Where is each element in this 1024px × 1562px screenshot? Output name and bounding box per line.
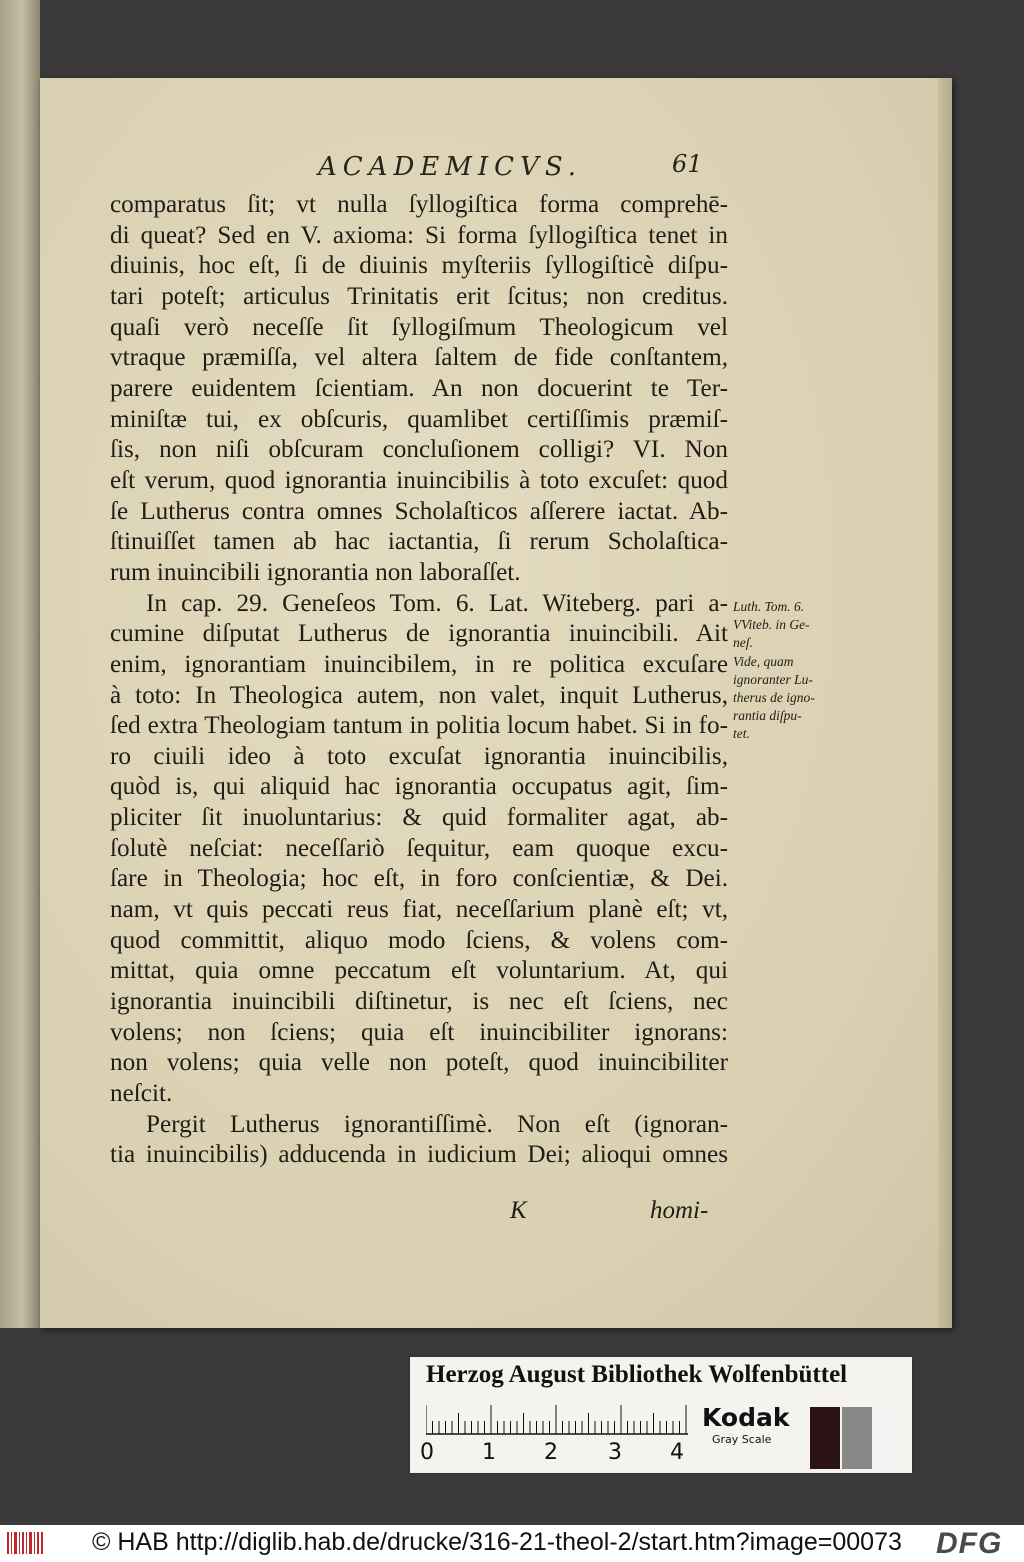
text-line: ſed extra Theologiam tantum in politia locum habet. Si in fo- bbox=[110, 712, 728, 740]
library-label bbox=[410, 1357, 912, 1473]
text-line: cumine diſputat Lutherus de ignorantia inuincibili. Ait bbox=[110, 620, 728, 648]
text-line: non volens; quia velle non poteſt, quod inuincibiliter bbox=[110, 1049, 728, 1077]
text-line: comparatus ſit; vt nulla ſyllogiſtica forma comprehē- bbox=[110, 191, 728, 218]
gray-swatch-dark bbox=[810, 1407, 840, 1469]
text-line: miniſtæ tui, ex obſcuris, quamlibet certiſſimis præmiſ- bbox=[110, 405, 728, 433]
text-line: quaſi verò neceſſe ſit ſyllogiſmum Theologicum vel bbox=[110, 313, 728, 341]
text-line: Pergit Lutherus ignorantiſſimè. Non eſt (ignoran- bbox=[146, 1110, 728, 1138]
ruler-scale bbox=[426, 1405, 688, 1435]
text-line: enim, ignorantiam inuincibilem, in re politica excuſare bbox=[110, 650, 728, 678]
page-number: 61 bbox=[672, 150, 703, 178]
text-line: tari poteſt; articulus Trinitatis erit ſcitus; non creditus. bbox=[110, 282, 728, 310]
ruler-number: 2 bbox=[544, 1440, 558, 1465]
text-line: neſcit. bbox=[110, 1080, 173, 1108]
margin-note-line: Luth. Tom. 6. bbox=[733, 599, 805, 614]
text-line: quòd is, qui aliquid hac ignorantia occupatus agit, ſim- bbox=[110, 773, 728, 801]
margin-note-line: Vide, quam bbox=[733, 653, 794, 669]
text-line: ſe Lutherus contra omnes Scholaſticos aſſerere iactat. Ab- bbox=[110, 497, 728, 525]
viewer-footer bbox=[0, 1525, 1024, 1562]
text-line: eſt verum, quod ignorantia inuincibilis à toto excuſet: quod bbox=[110, 466, 728, 494]
signature-mark: K bbox=[510, 1197, 527, 1224]
text-line: nam, vt quis peccati reus fiat, neceſſarium planè eſt; vt, bbox=[110, 896, 728, 924]
margin-note-line: rantia diſpu- bbox=[733, 708, 802, 724]
text-line: In cap. 29. Geneſeos Tom. 6. Lat. Witeberg. pari a- bbox=[146, 589, 728, 617]
text-line: pliciter ſit inuoluntarius: & quid formaliter agat, ab- bbox=[110, 804, 728, 832]
text-line: ſis, non niſi obſcuram concluſionem colligi? VI. Non bbox=[110, 436, 728, 464]
gray-swatch-light bbox=[874, 1407, 904, 1469]
copyright-url[interactable]: © HAB http://diglib.hab.de/drucke/316-21-theol-2/start.htm?image=00073 bbox=[92, 1528, 902, 1556]
dfg-logo: DFG bbox=[936, 1527, 1003, 1560]
margin-note-line: ignoranter Lu- bbox=[733, 671, 813, 687]
text-line: mittat, quia omne peccatum eſt voluntarium. At, qui bbox=[110, 957, 728, 985]
text-line: parere euidentem ſcientiam. An non docuerint te Ter- bbox=[110, 374, 728, 402]
margin-note-line: tet. bbox=[733, 726, 750, 742]
catchword: homi- bbox=[650, 1197, 709, 1224]
ruler-numbers bbox=[420, 1440, 700, 1468]
ruler-number: 3 bbox=[608, 1440, 622, 1465]
text-line: ignorantia inuincibili diſtinetur, is nec eſt ſciens, nec bbox=[110, 988, 728, 1016]
margin-note-line: therus de igno- bbox=[733, 690, 815, 706]
ruler-number: 4 bbox=[670, 1440, 684, 1465]
text-line: ſare in Theologia; hoc eſt, in foro conſcientiæ, & Dei. bbox=[110, 865, 728, 893]
library-name: Herzog August Bibliothek Wolfenbüttel bbox=[426, 1361, 848, 1388]
adjacent-page-edge bbox=[0, 0, 40, 1328]
running-head: ACADEMICVS. bbox=[318, 152, 582, 182]
ruler-number: 1 bbox=[482, 1440, 496, 1465]
ruler-number: 0 bbox=[420, 1440, 434, 1465]
page-fore-edge bbox=[938, 78, 952, 1328]
text-line: tia inuincibilis) adducenda in iudicium Dei; alioqui omnes bbox=[110, 1141, 728, 1169]
text-line: ro ciuili ideo à toto excuſat ignorantia inuincibilis, bbox=[110, 742, 728, 770]
marginal-note bbox=[733, 598, 851, 744]
text-line: volens; non ſciens; quia eſt inuincibiliter ignorans: bbox=[110, 1018, 728, 1046]
text-line: quod committit, aliquo modo ſciens, & volens com- bbox=[110, 926, 728, 954]
kodak-brand: Kodak bbox=[702, 1403, 790, 1432]
barcode-icon bbox=[6, 1529, 44, 1557]
text-line: di queat? Sed en V. axioma: Si forma ſyllogiſtica tenet in bbox=[110, 221, 728, 249]
gray-scale-caption: Gray Scale bbox=[712, 1433, 772, 1446]
margin-note-line: VViteb. in Ge- bbox=[733, 617, 810, 633]
body-text bbox=[110, 190, 728, 1171]
margin-note-line: neſ. bbox=[733, 635, 753, 651]
gray-swatch-mid bbox=[842, 1407, 872, 1469]
text-line: vtraque præmiſſa, vel altera ſaltem de fide conſtantem, bbox=[110, 344, 728, 372]
text-line: ſtinuiſſet tamen ab hac iactantia, ſi rerum Scholaſtica- bbox=[110, 528, 728, 556]
text-line: ſolutè neſciat: neceſſariò ſequitur, eam quoque excu- bbox=[110, 834, 728, 862]
text-line: rum inuincibili ignorantia non laboraſſet. bbox=[110, 558, 521, 586]
text-line: diuinis, hoc eſt, ſi de diuinis myſteriis ſyllogiſticè diſpu- bbox=[110, 252, 728, 280]
text-line: à toto: In Theologica autem, non valet, inquit Lutherus, bbox=[110, 681, 728, 709]
